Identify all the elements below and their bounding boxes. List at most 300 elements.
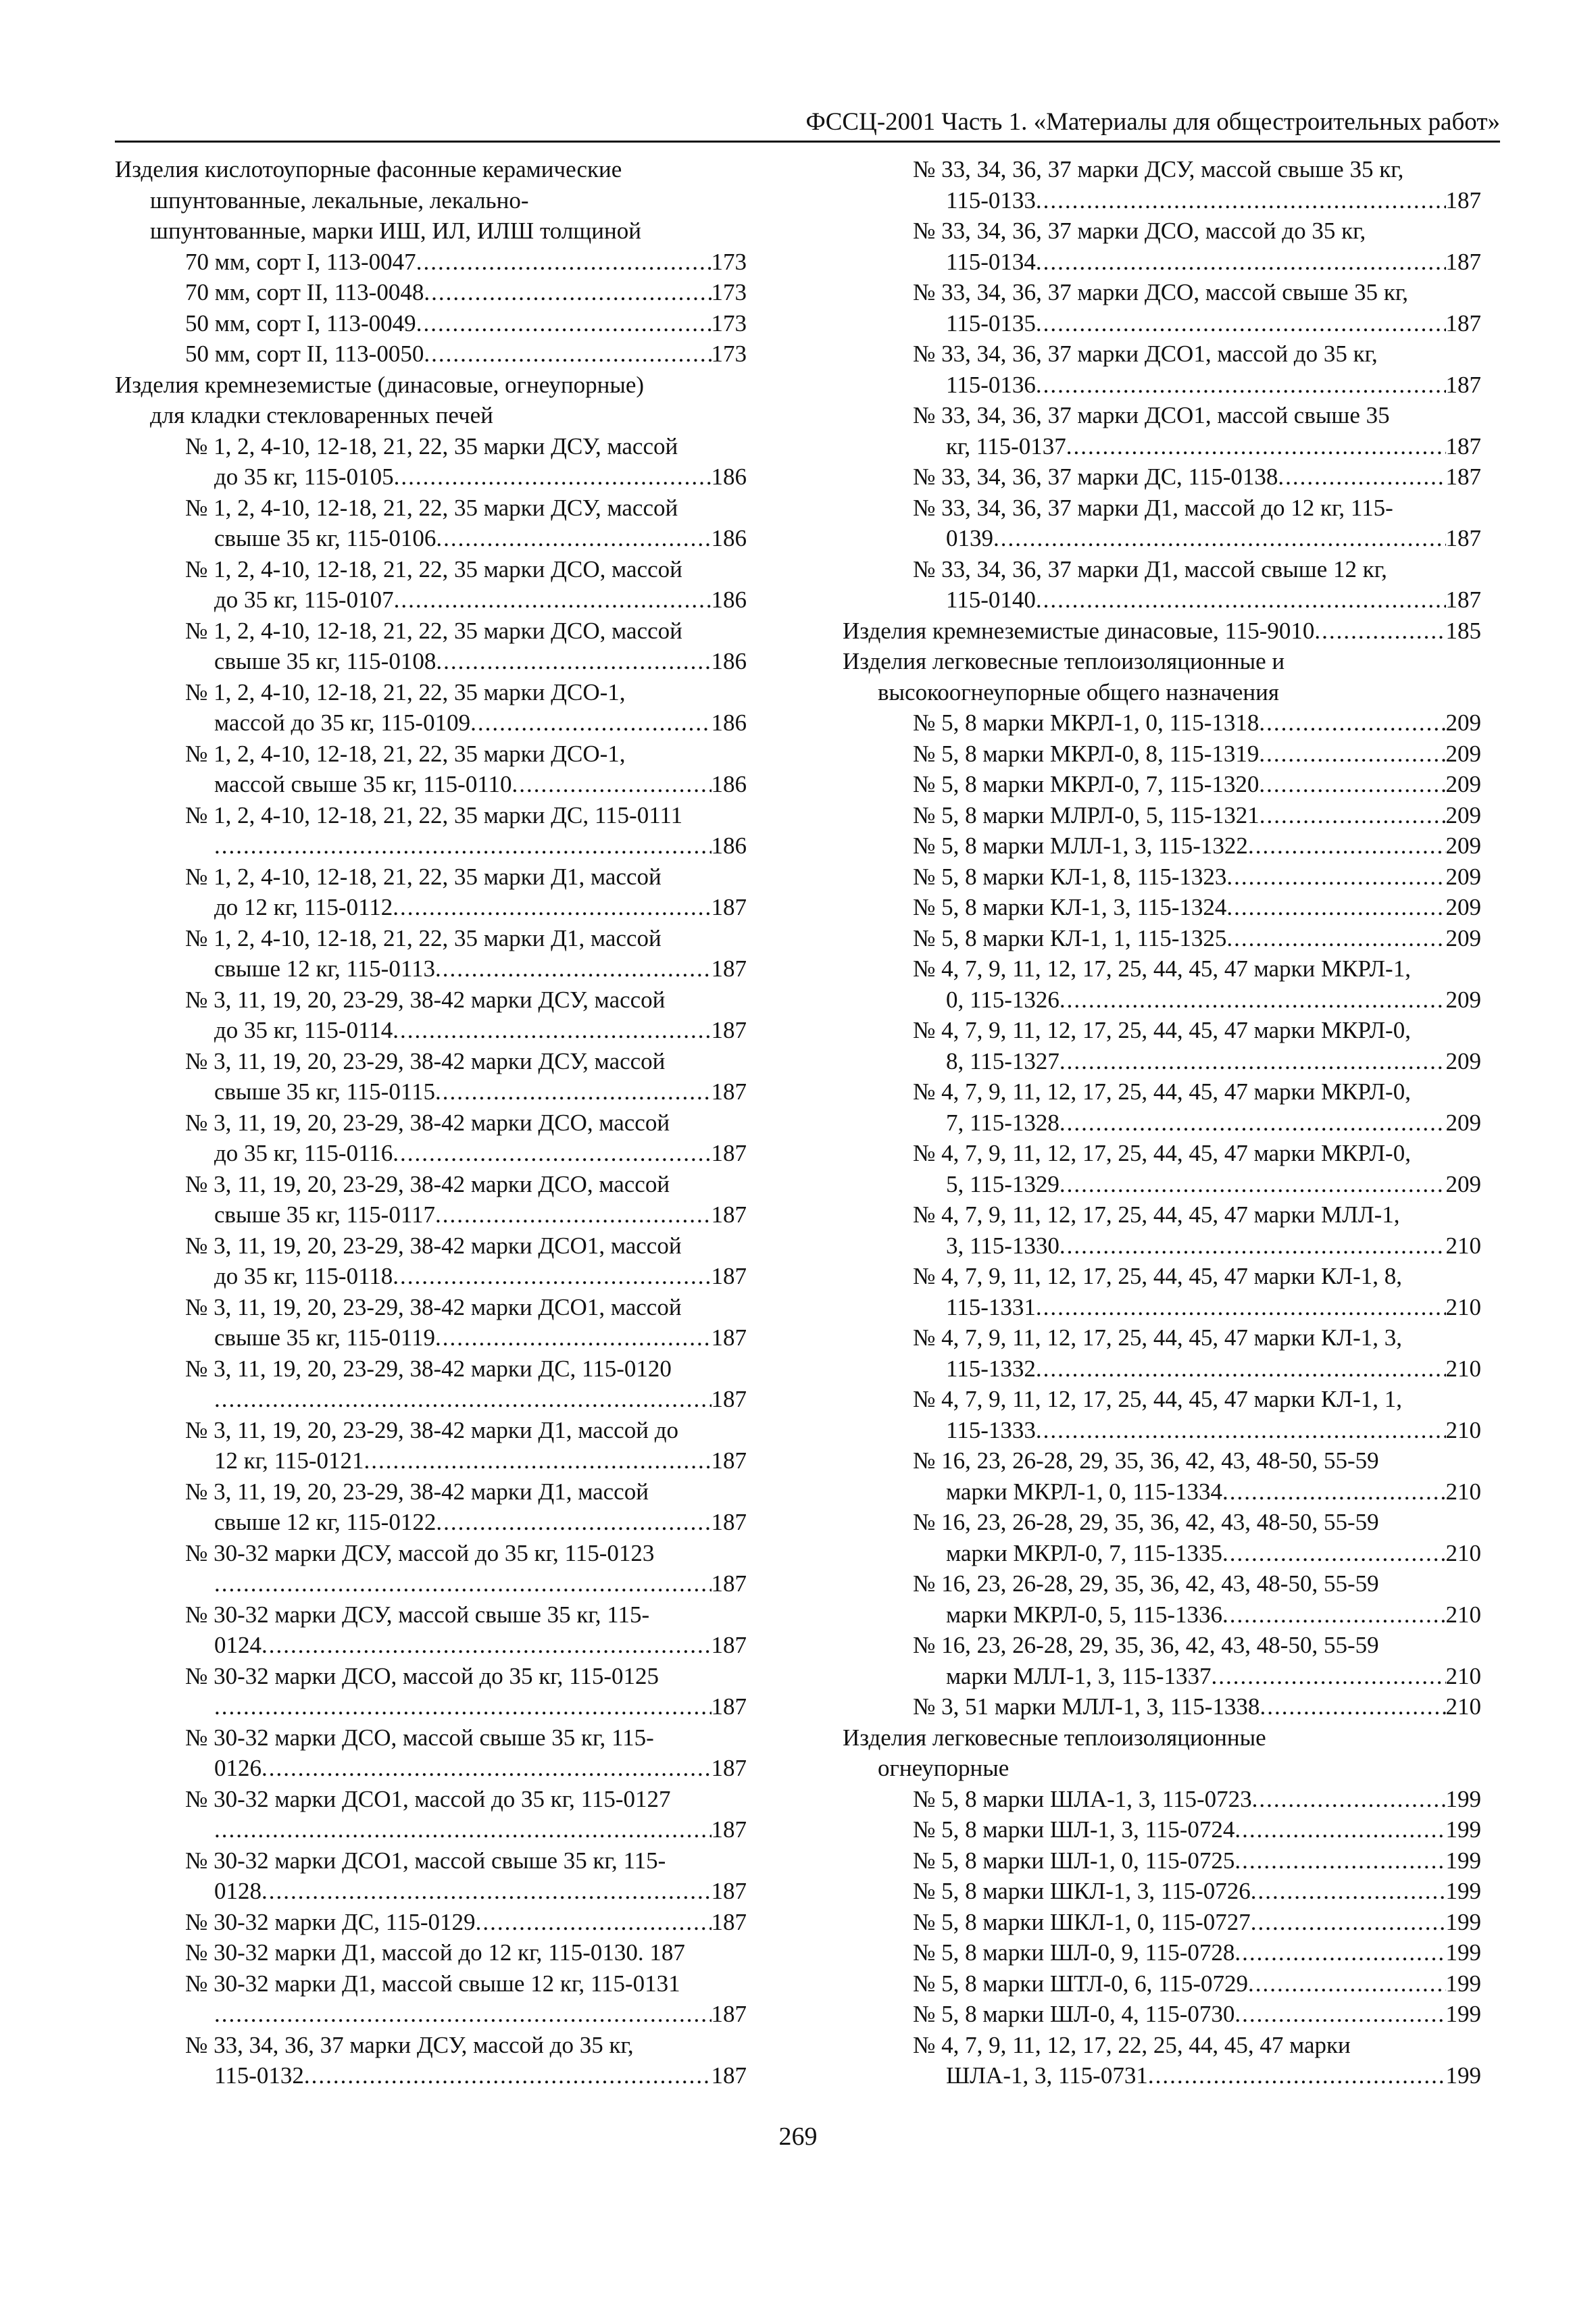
entry-page-number: 209 [1445,801,1481,828]
index-entry [843,1661,1481,1692]
dot-leader [1059,1107,1446,1139]
index-entry [843,892,1481,923]
entry-text: № 5, 8 марки ШЛ-1, 0, 115-0725 [913,1847,1235,1874]
entry-text: шпунтованные, марки ИШ, ИЛ, ИЛШ толщиной [150,218,641,244]
entry-text: марки МКРЛ-0, 5, 115-1336 [946,1601,1222,1628]
dot-leader [214,1691,712,1722]
entry-text: ШЛА-1, 3, 115-0731 [946,2062,1148,2089]
entry-text: № 4, 7, 9, 11, 12, 17, 22, 25, 44, 45, 47 марки [913,2031,1351,2058]
dot-leader [1235,1999,1445,2030]
dot-leader [1212,1661,1446,1692]
index-entry [115,892,747,923]
index-entry [843,1015,1481,1046]
entry-text: огнеупорные [878,1755,1009,1781]
index-entry [115,1876,747,1907]
index-entry [843,216,1481,247]
entry-text: до 35 кг, 115-0114 [214,1017,393,1043]
index-entry [115,1138,747,1169]
entry-page-number: 209 [1445,710,1481,736]
entry-page-number: 187 [711,894,747,920]
entry-page-number: 199 [1445,1970,1481,1997]
entry-text: 115-0140 [946,587,1036,613]
entry-text: № 3, 11, 19, 20, 23-29, 38-42 марки ДС, 115-0120 [185,1355,672,1382]
index-entry [115,646,747,677]
index-entry [843,554,1481,585]
index-entry [115,554,747,585]
entry-text: № 5, 8 марки МКРЛ-0, 7, 115-1320 [913,771,1260,797]
entry-page-number: 210 [1445,1662,1481,1689]
index-entry [115,1261,747,1292]
dot-leader [394,462,712,493]
index-entry [115,1999,747,2030]
entry-text: № 3, 11, 19, 20, 23-29, 38-42 марки Д1, массой [185,1478,649,1505]
dot-leader [424,339,711,370]
entry-page-number: 209 [1445,924,1481,951]
index-entry [843,985,1481,1016]
entry-page-number: 186 [711,587,747,613]
dot-leader [1252,1784,1446,1815]
entry-text: 7, 115-1328 [946,1109,1059,1136]
index-entry [843,493,1481,524]
index-entry [115,584,747,616]
index-entry [843,523,1481,554]
index-entry [115,370,747,401]
index-entry [843,646,1481,677]
entry-page-number: 209 [1445,1047,1481,1074]
entry-text: 115-0132 [214,2062,304,2089]
index-entry [843,1599,1481,1631]
index-entry [115,953,747,985]
index-entry [115,523,747,554]
entry-page-number: 209 [1445,1109,1481,1136]
entry-page-number: 199 [1445,1785,1481,1812]
entry-page-number: 187 [1445,371,1481,398]
index-entry [115,1507,747,1538]
dot-leader [424,277,711,308]
index-entry [843,707,1481,739]
index-entry [115,1199,747,1230]
index-entry [115,1753,747,1784]
index-entry [115,154,747,185]
entry-text: № 16, 23, 26-28, 29, 35, 36, 42, 43, 48-50, 55-59 [913,1632,1379,1658]
index-entry [115,1845,747,1876]
dot-leader [470,707,711,739]
entry-page-number: 187 [1445,525,1481,551]
entry-page-number: 209 [1445,832,1481,859]
entry-text: 5, 115-1329 [946,1170,1059,1197]
entry-text: № 4, 7, 9, 11, 12, 17, 25, 44, 45, 47 марки КЛ-1, 3, [913,1324,1403,1351]
index-entry [115,277,747,308]
entry-page-number: 199 [1445,1908,1481,1935]
entry-text: свыше 35 кг, 115-0119 [214,1324,436,1351]
entry-text: № 30-32 марки ДСУ, массой свыше 35 кг, 115- [185,1601,650,1628]
entry-text: № 3, 11, 19, 20, 23-29, 38-42 марки ДСО, массой [185,1170,670,1197]
entry-page-number: 210 [1445,1539,1481,1566]
entry-text: № 33, 34, 36, 37 марки ДСО1, массой свыше 35 [913,402,1390,428]
entry-text: № 33, 34, 36, 37 марки Д1, массой до 12 кг, 115- [913,494,1393,521]
dot-leader [1036,1353,1446,1385]
entry-page-number: 187 [711,1632,747,1658]
entry-text: № 30-32 марки ДС, 115-0129 [185,1908,476,1935]
entry-text: № 33, 34, 36, 37 марки ДСУ, массой свыше 35 кг, [913,156,1404,182]
entry-text: № 5, 8 марки МКРЛ-0, 8, 115-1319 [913,740,1260,767]
index-entry [843,1353,1481,1385]
entry-page-number: 187 [711,1386,747,1412]
index-entry [843,154,1481,185]
dot-leader [364,1445,712,1476]
index-entry [115,247,747,278]
index-entry [115,707,747,739]
entry-text: № 30-32 марки ДСО, массой до 35 кг, 115-0125 [185,1662,659,1689]
dot-leader [261,1630,712,1661]
dot-leader [1222,1599,1446,1631]
dot-leader [1148,2060,1446,2091]
entry-text: № 3, 11, 19, 20, 23-29, 38-42 марки ДСО, массой [185,1109,670,1136]
entry-page-number: 187 [711,1263,747,1289]
dot-leader [435,1322,711,1353]
dot-leader [1251,1907,1446,1938]
dot-leader [1059,1230,1446,1262]
index-entry [843,1046,1481,1077]
entry-text: № 5, 8 марки МКРЛ-1, 0, 115-1318 [913,710,1260,736]
entry-text: до 35 кг, 115-0107 [214,587,394,613]
entry-text: свыше 12 кг, 115-0122 [214,1509,437,1535]
dot-leader [435,953,711,985]
entry-page-number: 173 [711,341,747,367]
dot-leader [214,1814,712,1845]
entry-page-number: 209 [1445,771,1481,797]
index-entry [843,1076,1481,1107]
index-entry [843,1630,1481,1661]
index-entry [115,1384,747,1415]
index-entry [843,830,1481,862]
dot-leader [393,1138,711,1169]
entry-text: 115-1332 [946,1355,1036,1382]
entry-text: 115-0136 [946,371,1036,398]
entry-text: № 1, 2, 4-10, 12-18, 21, 22, 35 марки ДС, 115-0111 [185,801,683,828]
entry-text: 8, 115-1327 [946,1047,1059,1074]
dot-leader [1059,1046,1446,1077]
index-entry [115,216,747,247]
entry-page-number: 199 [1445,1878,1481,1904]
entry-page-number: 186 [711,464,747,490]
index-entry [115,308,747,339]
index-entry [843,1230,1481,1262]
entry-text: № 3, 51 марки МЛЛ-1, 3, 115-1338 [913,1693,1260,1720]
index-entry [115,2030,747,2061]
index-entry [115,2060,747,2091]
entry-page-number: 185 [1445,617,1481,644]
entry-text: 0, 115-1326 [946,986,1059,1013]
index-entry [843,739,1481,770]
entry-text: 0128 [214,1878,261,1904]
entry-page-number: 173 [711,248,747,275]
index-entry [843,800,1481,831]
dot-leader [416,247,712,278]
entry-text: свыше 12 кг, 115-0113 [214,955,436,982]
entry-text: № 3, 11, 19, 20, 23-29, 38-42 марки Д1, массой до [185,1416,679,1443]
dot-leader [1059,985,1446,1016]
running-header [115,107,1500,143]
index-entry [115,739,747,770]
index-entry [843,308,1481,339]
entry-text: № 4, 7, 9, 11, 12, 17, 25, 44, 45, 47 марки МЛЛ-1, [913,1201,1400,1228]
entry-text: № 4, 7, 9, 11, 12, 17, 25, 44, 45, 47 марки МКРЛ-0, [913,1017,1411,1043]
index-entry [843,1507,1481,1538]
index-column-left [115,154,747,2091]
entry-text: высокоогнеупорные общего назначения [878,678,1279,705]
entry-page-number: 199 [1445,2001,1481,2027]
entry-page-number: 187 [711,1017,747,1043]
dot-leader [436,646,711,677]
index-entry [115,1661,747,1692]
dot-leader [416,308,712,339]
dot-leader [1314,616,1445,647]
index-entry [115,1968,747,1999]
index-entry [843,1199,1481,1230]
entry-text: № 5, 8 марки ШЛ-0, 4, 115-0730 [913,2001,1235,2027]
index-entry [115,431,747,462]
dot-leader [1248,1968,1445,1999]
index-entry [843,677,1481,708]
dot-leader [1226,862,1445,893]
index-entry [843,431,1481,462]
entry-page-number: 199 [1445,1847,1481,1874]
index-entry [115,1722,747,1753]
index-entry [843,1415,1481,1446]
dot-leader [1036,185,1446,216]
dot-leader [435,1076,711,1107]
entry-page-number: 210 [1445,1232,1481,1259]
index-entry [843,1384,1481,1415]
index-entry [843,1169,1481,1200]
entry-text: для кладки стекловаренных печей [150,402,493,428]
entry-page-number: 187 [711,1570,747,1597]
dot-leader [1036,1292,1446,1323]
entry-page-number: 187 [711,1755,747,1781]
entry-text: № 4, 7, 9, 11, 12, 17, 25, 44, 45, 47 марки МКРЛ-0, [913,1140,1411,1166]
entry-text: массой до 35 кг, 115-0109 [214,710,471,736]
entry-page-number: 187 [1445,432,1481,459]
index-entry [115,1353,747,1385]
index-entry [115,1568,747,1599]
dot-leader [214,1999,712,2030]
entry-page-number: 187 [711,2001,747,2027]
index-entry [115,769,747,800]
entry-text: марки МКРЛ-0, 7, 115-1335 [946,1539,1222,1566]
dot-leader [512,769,712,800]
entry-text: марки МЛЛ-1, 3, 115-1337 [946,1662,1212,1689]
index-entry [115,1937,747,1968]
entry-text: № 3, 11, 19, 20, 23-29, 38-42 марки ДСО1, массой [185,1293,682,1320]
index-entry [115,1814,747,1845]
index-entry [843,339,1481,370]
dot-leader [1260,800,1446,831]
entry-text: 115-0135 [946,309,1036,337]
index-entry [115,1476,747,1508]
entry-text: свыше 35 кг, 115-0117 [214,1201,436,1228]
entry-text: 0124 [214,1632,261,1658]
index-entry [115,185,747,216]
entry-text: № 30-32 марки ДСО1, массой до 35 кг, 115-0127 [185,1785,671,1812]
entry-text: 0139 [946,525,993,551]
index-entry [115,1599,747,1631]
index-entry [843,1968,1481,1999]
index-entry [843,862,1481,893]
dot-leader [436,1507,711,1538]
index-entry [115,1322,747,1353]
index-entry [843,462,1481,493]
dot-leader [261,1876,712,1907]
entry-page-number: 186 [711,525,747,551]
entry-page-number: 210 [1445,1478,1481,1505]
entry-text: № 3, 11, 19, 20, 23-29, 38-42 марки ДСУ, массой [185,1047,666,1074]
entry-page-number: 187 [711,1324,747,1351]
dot-leader [1235,1845,1445,1876]
entry-page-number: 173 [711,279,747,305]
index-entry [115,677,747,708]
index-entry [843,1107,1481,1139]
index-entry [115,1015,747,1046]
dot-leader [394,584,712,616]
index-entry [843,1292,1481,1323]
entry-text: № 1, 2, 4-10, 12-18, 21, 22, 35 марки ДСУ, массой [185,432,678,459]
dot-leader [393,892,711,923]
entry-page-number: 209 [1445,894,1481,920]
index-entry [843,1814,1481,1845]
entry-page-number: 187 [711,1816,747,1843]
entry-text: 70 мм, сорт II, 113-0048 [185,279,424,305]
index-entry [843,1445,1481,1476]
dot-leader [1226,892,1445,923]
entry-text: № 16, 23, 26-28, 29, 35, 36, 42, 43, 48-50, 55-59 [913,1570,1379,1597]
entry-page-number: 210 [1445,1293,1481,1320]
index-entry [843,185,1481,216]
entry-text: № 5, 8 марки КЛ-1, 1, 115-1325 [913,924,1227,951]
entry-text: № 1, 2, 4-10, 12-18, 21, 22, 35 марки ДСО, массой [185,617,682,644]
entry-page-number: 210 [1445,1693,1481,1720]
entry-page-number: 187 [711,1878,747,1904]
entry-page-number: 187 [1445,587,1481,613]
entry-text: № 5, 8 марки МЛЛ-1, 3, 115-1322 [913,832,1248,859]
entry-page-number: 187 [711,2062,747,2089]
entry-page-number: 210 [1445,1355,1481,1382]
entry-text: марки МКРЛ-1, 0, 115-1334 [946,1478,1222,1505]
entry-text: № 1, 2, 4-10, 12-18, 21, 22, 35 марки Д1, массой [185,863,662,890]
index-entry [115,1169,747,1200]
entry-text: 0126 [214,1755,261,1781]
entry-page-number: 209 [1445,863,1481,890]
index-entry [843,247,1481,278]
dot-leader [214,830,712,862]
entry-page-number: 187 [1445,248,1481,275]
entry-text: № 4, 7, 9, 11, 12, 17, 25, 44, 45, 47 марки КЛ-1, 8, [913,1263,1403,1289]
index-entry [843,2030,1481,2061]
dot-leader [304,2060,712,2091]
entry-text: № 1, 2, 4-10, 12-18, 21, 22, 35 марки Д1, массой [185,924,662,951]
index-entry [115,862,747,893]
entry-text: № 4, 7, 9, 11, 12, 17, 25, 44, 45, 47 марки КЛ-1, 1, [913,1386,1403,1412]
index-entry [115,1046,747,1077]
entry-text: массой свыше 35 кг, 115-0110 [214,771,512,797]
index-entry [115,1907,747,1938]
index-entry [843,370,1481,401]
index-entry [115,800,747,831]
index-entry [115,1538,747,1569]
index-entry [115,339,747,370]
entry-text: 115-0133 [946,186,1036,214]
entry-text: до 12 кг, 115-0112 [214,894,393,920]
entry-page-number: 199 [1445,1939,1481,1966]
entry-text: Изделия легковесные теплоизоляционные [843,1724,1266,1751]
index-entry [115,1107,747,1139]
dot-leader [393,1261,711,1292]
entry-page-number: 187 [711,1078,747,1105]
dot-leader [1235,1937,1445,1968]
entry-text: № 16, 23, 26-28, 29, 35, 36, 42, 43, 48-50, 55-59 [913,1509,1379,1535]
index-entry [115,1445,747,1476]
index-entry [115,462,747,493]
entry-page-number: 186 [711,832,747,859]
entry-text: 50 мм, сорт I, 113-0049 [185,309,416,337]
index-entry [843,1845,1481,1876]
index-entry [115,493,747,524]
entry-text: № 33, 34, 36, 37 марки ДС, 115-0138 [913,464,1278,490]
index-entry [115,1784,747,1815]
dot-leader [393,1015,711,1046]
entry-text: Изделия кислотоупорные фасонные керамические [115,156,622,182]
index-entry [843,2060,1481,2091]
index-entry [115,400,747,431]
entry-page-number: 186 [711,710,747,736]
index-entry [843,1691,1481,1722]
index-entry [115,616,747,647]
dot-leader [993,523,1446,554]
index-entry [843,1784,1481,1815]
entry-page-number: 187 [711,1140,747,1166]
index-entry [843,1722,1481,1753]
index-entry [843,1999,1481,2030]
entry-text: № 30-32 марки Д1, массой до 12 кг, 115-0130. 187 [185,1939,685,1966]
entry-text: № 5, 8 марки МЛРЛ-0, 5, 115-1321 [913,801,1260,828]
dot-leader [436,523,711,554]
entry-text: № 30-32 марки ДСО1, массой свыше 35 кг, 115- [185,1847,666,1874]
index-entry [843,769,1481,800]
entry-page-number: 187 [711,955,747,982]
dot-leader [1036,370,1446,401]
dot-leader [1235,1814,1445,1845]
dot-leader [1278,462,1445,493]
index-entry [115,1292,747,1323]
entry-text: № 16, 23, 26-28, 29, 35, 36, 42, 43, 48-50, 55-59 [913,1447,1379,1474]
entry-text: до 35 кг, 115-0105 [214,464,394,490]
index-entry [115,1230,747,1262]
entry-text: № 1, 2, 4-10, 12-18, 21, 22, 35 марки ДСО-1, [185,678,626,705]
dot-leader [1066,431,1446,462]
entry-page-number: 199 [1445,1816,1481,1843]
index-entry [843,1568,1481,1599]
entry-text: № 30-32 марки Д1, массой свыше 12 кг, 115-0131 [185,1970,680,1997]
entry-text: до 35 кг, 115-0116 [214,1140,393,1166]
index-entry [115,985,747,1016]
index-entry [115,1691,747,1722]
page-number: 269 [778,2122,818,2151]
entry-text: 3, 115-1330 [946,1232,1059,1259]
entry-text: № 33, 34, 36, 37 марки ДСО1, массой до 35 кг, [913,341,1378,367]
entry-page-number: 187 [1445,464,1481,490]
entry-text: 50 мм, сорт II, 113-0050 [185,341,424,367]
entry-text: свыше 35 кг, 115-0106 [214,525,437,551]
